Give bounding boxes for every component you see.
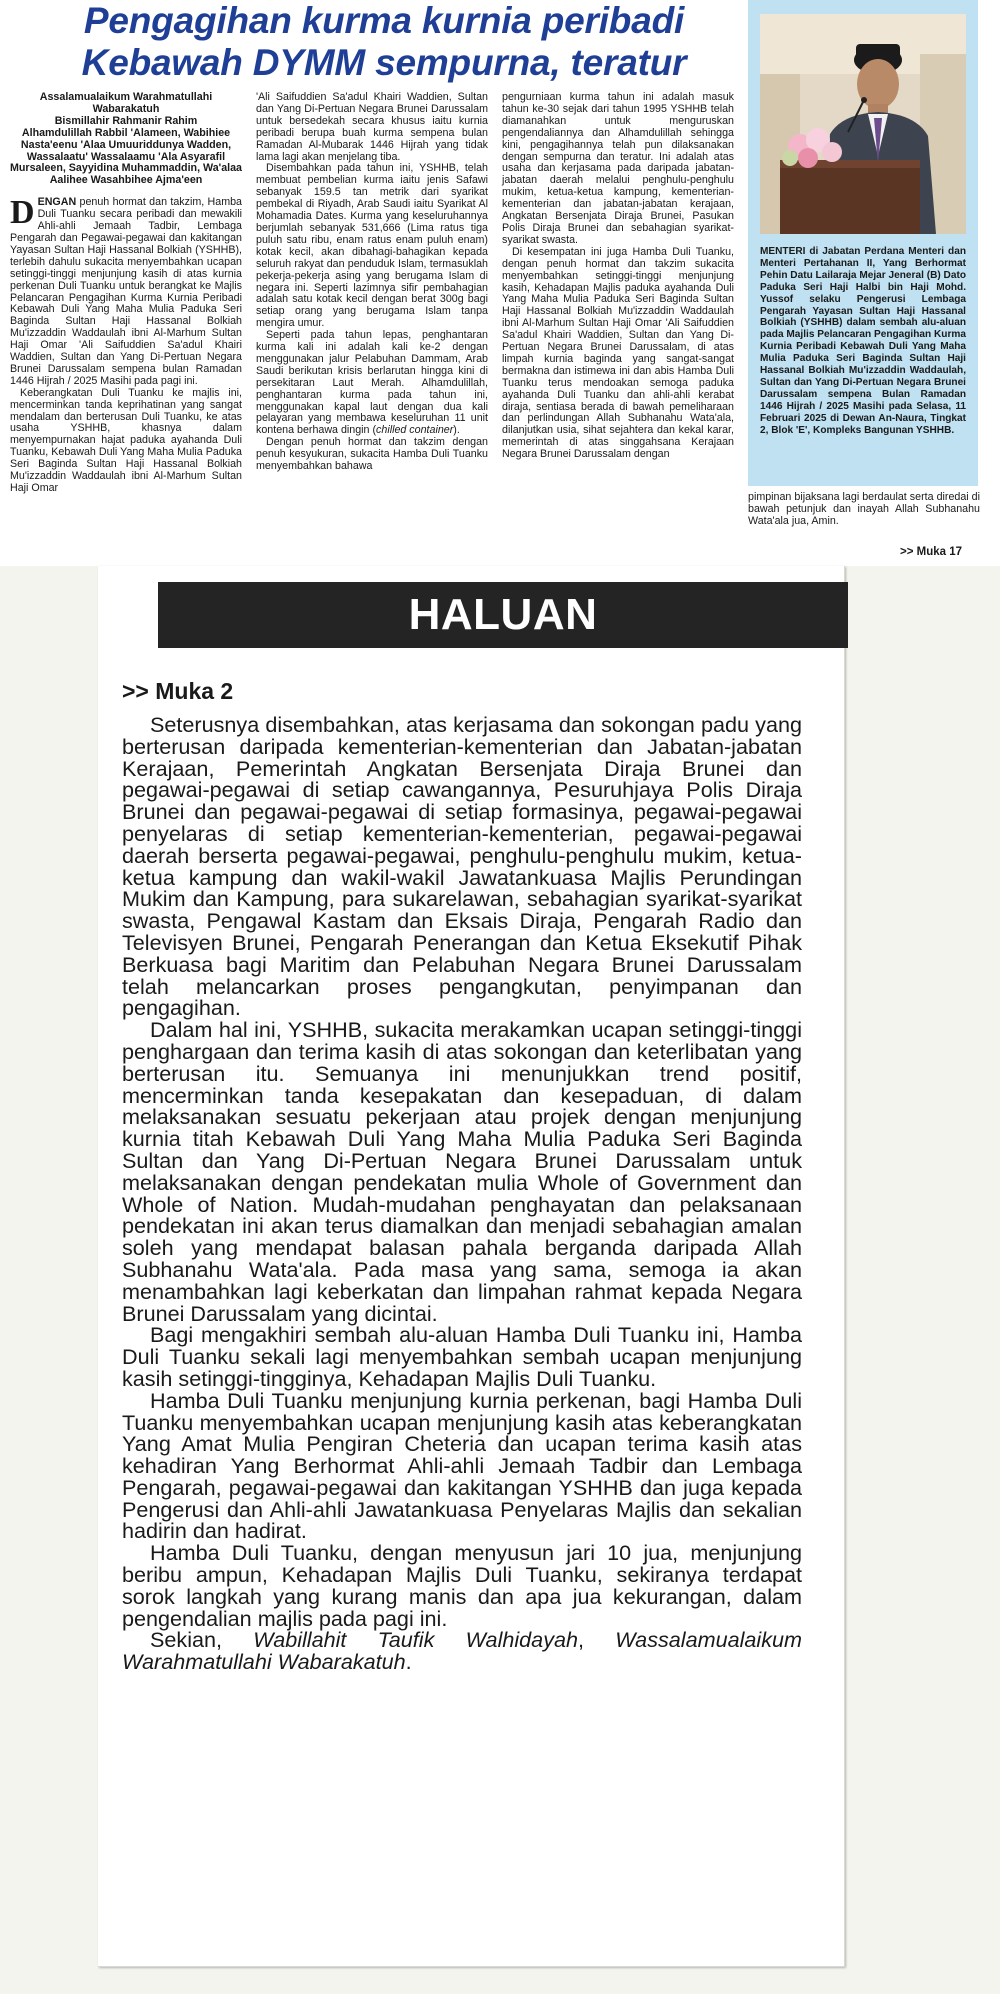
closing-text: . [405, 1649, 412, 1675]
paragraph: Bagi mengakhiri sembah alu-aluan Hamba Duli Tuanku ini, Hamba Duli Tuanku sekali lagi menyembahkan sembah ucapan menjunjung kasih setinggi-tingginya, Kehadapan Majlis Duli Tuanku. [122, 1322, 802, 1391]
paragraph: Di kesempatan ini juga Hamba Duli Tuanku, dengan penuh hormat dan takzim sukacita menyembahkan setinggi-tinggi menjunjung kasih, Kehadapan Majlis paduka ayahanda Duli Yang Maha Mulia Paduka Seri Baginda Sultan Haji Hassanal Bolkiah Mu'izzaddin Waddaulah ibni Al-Marhum Sultan Haji Omar 'Ali Saifuddien Sa'adul Khairi Waddien, Sultan dan Yang Di-Pertuan Negara Brunei Darussalam, di atas limpah kurnia baginda yang sangat-sangat bermakna dan istimewa ini dan abis Hamba Duli Tuanku terus mendoakan semoga paduka ayahanda Duli Tuanku dan ahli-ahli kerabat diraja, sentiasa berada di bawah pemeliharaan dan perlindungan Allah Subhanahu Wata'ala, dilanjutkan usia, sihat sejahtera dan kekal karar, memerintah di atas singgahsana Kerajaan Negara Brunei Darussalam dengan [502, 245, 734, 461]
column-1 [10, 92, 242, 495]
speaker-photo-illustration [760, 14, 966, 234]
article-columns [10, 92, 732, 562]
headline-line-2: Kebawah DYMM sempurna, teratur [81, 42, 687, 83]
drop-cap: D [10, 194, 35, 232]
column-3 [502, 92, 734, 461]
paragraph [10, 194, 242, 388]
closing-italic: Wabillahit Taufik Walhidayah [253, 1627, 579, 1653]
paragraph: Disembahkan pada tahun ini, YSHHB, telah membuat pembelian kurma iaitu jenis Safawi sebanyak 159.5 tan metrik dari syarikat pembekal di Riyadh, Arab Saudi iaitu Syarikat Al Mohamadia Dates. Kurma yang keseluruhannya berjumlah sebanyak 531,666 (Lima ratus tiga puluh satu ribu, enam ratus enam puluh enam) kotak kecil, akan dibahagi-bahagikan kepada seluruh rakyat dan penduduk Islam, termasuklah pekerja-pekerja asing yang berugama Islam di negara ini. Seperti lazimnya sifir pembahagian adalah satu kotak kecil dengan berat 300g bagi setiap orang yang berugama Islam tanpa mengira umur. [256, 162, 488, 330]
photo-caption: MENTERI di Jabatan Perdana Menteri dan Menteri Pertahanan II, Yang Berhormat Pehin Datu Lailaraja Mejar Jeneral (B) Dato Paduka Seri Haji Halbi bin Haji Mohd. Yussof selaku Pengerusi Lembaga Pengarah Yayasan Sultan Haji Hassanal Bolkiah (YSHHB) dalam sembah alu-aluan pada Majlis Pelancaran Pengagihan Kurma Kurnia Peribadi Kebawah Duli Yang Maha Mulia Paduka Seri Baginda Sultan Haji Hassanal Bolkiah Mu'izzaddin Waddaulah, Sultan dan Yang Di-Pertuan Negara Brunei Darussalam sempena Bulan Ramadan 1446 Hijrah / 2025 Masihi pada Selasa, 11 Februari 2025 di Dewan An-Naura, Tingkat 2, Blok 'E', Kompleks Bangunan YSHHB. [760, 246, 966, 436]
salutation-line: Alhamdulillah Rabbil 'Alameen, Wabihiee Nasta'eenu 'Alaa Umuuriddunya Wadden, Wassalaatu' Wassalaamu 'Ala Asyarafil Mursaleen, Sayyidina Muhammaddin, Wa'alaa Aalihee Wasahbihee Ajma'een [10, 126, 242, 187]
closing-paragraph [122, 1629, 802, 1673]
continued-link[interactable]: >> Muka 17 [900, 546, 963, 558]
closing-italic: Wassalamualaikum Warahmatullahi Wabarakatuh [122, 1627, 803, 1675]
paragraph: pengurniaan kurma tahun ini adalah masuk tahun ke-30 sejak dari tahun 1995 YSHHB telah diamanahkan untuk menguruskan pengendaliannya dan Alhamdulillah sehingga kini, pengagihannya telah pun dilaksanakan dengan sempurna dan teratur. Ini adalah atas usaha dan kerjasama pada daripada jabatan-jabatan daerah melalui penghulu-penghulu mukim, ketua-ketua kampung, kementerian-kementerian dan jabatan-jabatan kerajaan, Angkatan Bersenjata Diraja Brunei, Pasukan Polis Diraja Brunei dan sebahagian syarikat-syarikat swasta. [502, 91, 734, 246]
column-2 [256, 92, 488, 473]
column-4: pimpinan bijaksana lagi berdaulat serta diredai di bawah petunjuk dan inayah Allah Subhanahu Wata'ala jua, Amin. [748, 491, 980, 527]
page-marker: >> Muka 2 [122, 678, 234, 704]
closing-text: Sekian, [150, 1627, 254, 1653]
speaker-photo [760, 14, 966, 234]
salutation-line: Assalamualaikum Warahmatullahi Wabarakatuh [39, 91, 213, 115]
lead-word: ENGAN [37, 196, 77, 209]
page-2-excerpt [0, 566, 1000, 1994]
continuation-article [122, 714, 802, 1673]
paragraph [256, 330, 488, 437]
salutation [10, 92, 242, 187]
paragraph-text: ). [453, 424, 460, 437]
paragraph: Dalam hal ini, YSHHB, sukacita merakamkan ucapan setinggi-tinggi penghargaan dan terima kasih di atas sokongan dan keterlibatan yang berterusan itu. Semuanya ini menunjukkan trend positif, mencerminkan tanda kesepakatan dan kesepaduan, di dalam melaksanakan sesuatu pekerjaan atau projek dengan menjunjung kurnia titah Kebawah Duli Yang Maha Mulia Paduka Seri Baginda Sultan dan Yang Di-Pertuan Negara Brunei Darussalam untuk melaksanakan dengan pendekatan mulia Whole of Government dan Whole of Nation. Mudah-mudahan penghayatan dan pelaksanaan pendekatan ini akan terus diamalkan dan menjadi sebahagian amalan soleh yang mendapat balasan pahala berganda daripada Allah Subhanahu Wata'ala. Pada masa yang sama, semoga ia akan menambahkan lagi keberkatan dan limpahan rahmat kepada Negara Brunei Darussalam yang dicintai. [122, 1017, 802, 1326]
page-1-excerpt [0, 0, 1000, 565]
paragraph-text: Seperti pada tahun lepas, penghantaran kurma kali ini adalah kali ke-2 dengan menggunakan jalur Pelabuhan Dammam, Arab Saudi berikutan krisis berlarutan hingga kini di persekitaran Laut Merah. Alhamdulillah, penghantaran kurma pada tahun ini, menggunakan kapal laut dengan dua kali pelayaran yang membawa keseluruhan 11 unit kontena berhawa dingin ( [256, 329, 488, 437]
photo-panel [748, 0, 978, 486]
paragraph: Dengan penuh hormat dan takzim dengan penuh kesyukuran, sukacita Hamba Duli Tuanku menyembahkan bahawa [256, 436, 488, 473]
paragraph: Hamba Duli Tuanku, dengan menyusun jari 10 jua, menjunjung beribu ampun, Kehadapan Majlis Duli Tuanku, sekiranya terdapat sorok langkah yang kurang manis dan apa jua kekurangan, dalam pengendalian majlis pada pagi ini. [122, 1540, 802, 1631]
headline [14, 0, 754, 84]
closing-text: , [578, 1627, 616, 1653]
haluan-banner: HALUAN [158, 582, 848, 648]
continuation-page [98, 566, 845, 1967]
paragraph: Keberangkatan Duli Tuanku ke majlis ini, mencerminkan tanda keprihatinan yang sangat mendalam dan berterusan Duli Tuanku, ke atas usaha YSHHB, khasnya dalam menyempurnakan hajat paduka ayahanda Duli Tuanku, Kebawah Duli Yang Maha Mulia Paduka Seri Baginda Sultan Haji Hassanal Bolkiah Mu'izzaddin Waddaulah ibni Al-Marhum Sultan Haji Omar [10, 386, 242, 494]
italic-term: chilled container [376, 424, 454, 437]
salutation-line: Bismillahir Rahmanir Rahim [54, 114, 198, 127]
paragraph-text: penuh hormat dan takzim, Hamba Duli Tuanku secara peribadi dan mewakili Ahli-ahli Jemaah Tadbir, Lembaga Pengarah dan Pegawai-pegawai dan kakitangan Yayasan Sultan Haji Hassanal Bolkiah (YSHHB), terlebih dahulu sukacita menyembahkan ucapan setinggi-tinggi menjunjung kasih di atas kurnia perkenan Duli Tuanku untuk berangkat ke Majlis Pelancaran Pengagihan Kurma Kurnia Peribadi Kebawah Duli Yang Maha Mulia Paduka Seri Baginda Sultan Haji Hassanal Bolkiah Mu'izzaddin Waddaulah ibni Al-Marhum Sultan Haji Omar 'Ali Saifuddien Sa'adul Khairi Waddien, Sultan dan Yang Di-Pertuan Negara Brunei Darussalam sempena bulan Ramadan 1446 Hijrah / 2025 Masihi pada pagi ini. [10, 196, 242, 387]
headline-line-1: Pengagihan kurma kurnia peribadi [83, 0, 685, 41]
paragraph: Seterusnya disembahkan, atas kerjasama dan sokongan padu yang berterusan daripada kementerian-kementerian dan Jabatan-jabatan Kerajaan, Pemerintah Angkatan Bersenjata Diraja Brunei dan pegawai-pegawai di setiap cawangannya, Pesuruhjaya Polis Diraja Brunei dan pegawai-pegawai di setiap formasinya, pegawai-pegawai penyelaras di setiap kementerian-kementerian, pegawai-pegawai daerah berserta pegawai-pegawai, penghulu-penghulu mukim, ketua-ketua kampung dan wakil-wakil Jawatankuasa Majlis Perundingan Mukim dan Kampung, para sukarelawan, sebahagian syarikat-syarikat swasta, Pengawal Kastam dan Eksais Diraja, Pengarah Radio dan Televisyen Brunei, Pengarah Penerangan dan Ketua Eksekutif Pihak Berkuasa bagi Maritim dan Pelabuhan Negara Brunei Darussalam telah melancarkan proses pengangkutan, penyimpanan dan pengagihan. [122, 712, 802, 1021]
paragraph: Hamba Duli Tuanku menjunjung kurnia perkenan, bagi Hamba Duli Tuanku menyembahkan ucapan menjunjung kasih atas keberangkatan Yang Amat Mulia Pengiran Cheteria dan ucapan terima kasih atas kehadiran Yang Berhormat Ahli-ahli Jemaah Tadbir dan Lembaga Pengarah, pegawai-pegawai dan kakitangan YSHHB dan juga kepada Pengerusi dan Ahli-ahli Jawatankuasa Penyelaras Majlis dan sekalian hadirin dan hadirat. [122, 1387, 802, 1544]
paragraph: 'Ali Saifuddien Sa'adul Khairi Waddien, Sultan dan Yang Di-Pertuan Negara Brunei Darussalam untuk bersedekah secara khusus iaitu kurnia peribadi berupa buah kurma sempena bulan Ramadan Al-Mubarak 1446 Hijrah yang tidak lama lagi akan menjelang tiba. [256, 91, 488, 163]
